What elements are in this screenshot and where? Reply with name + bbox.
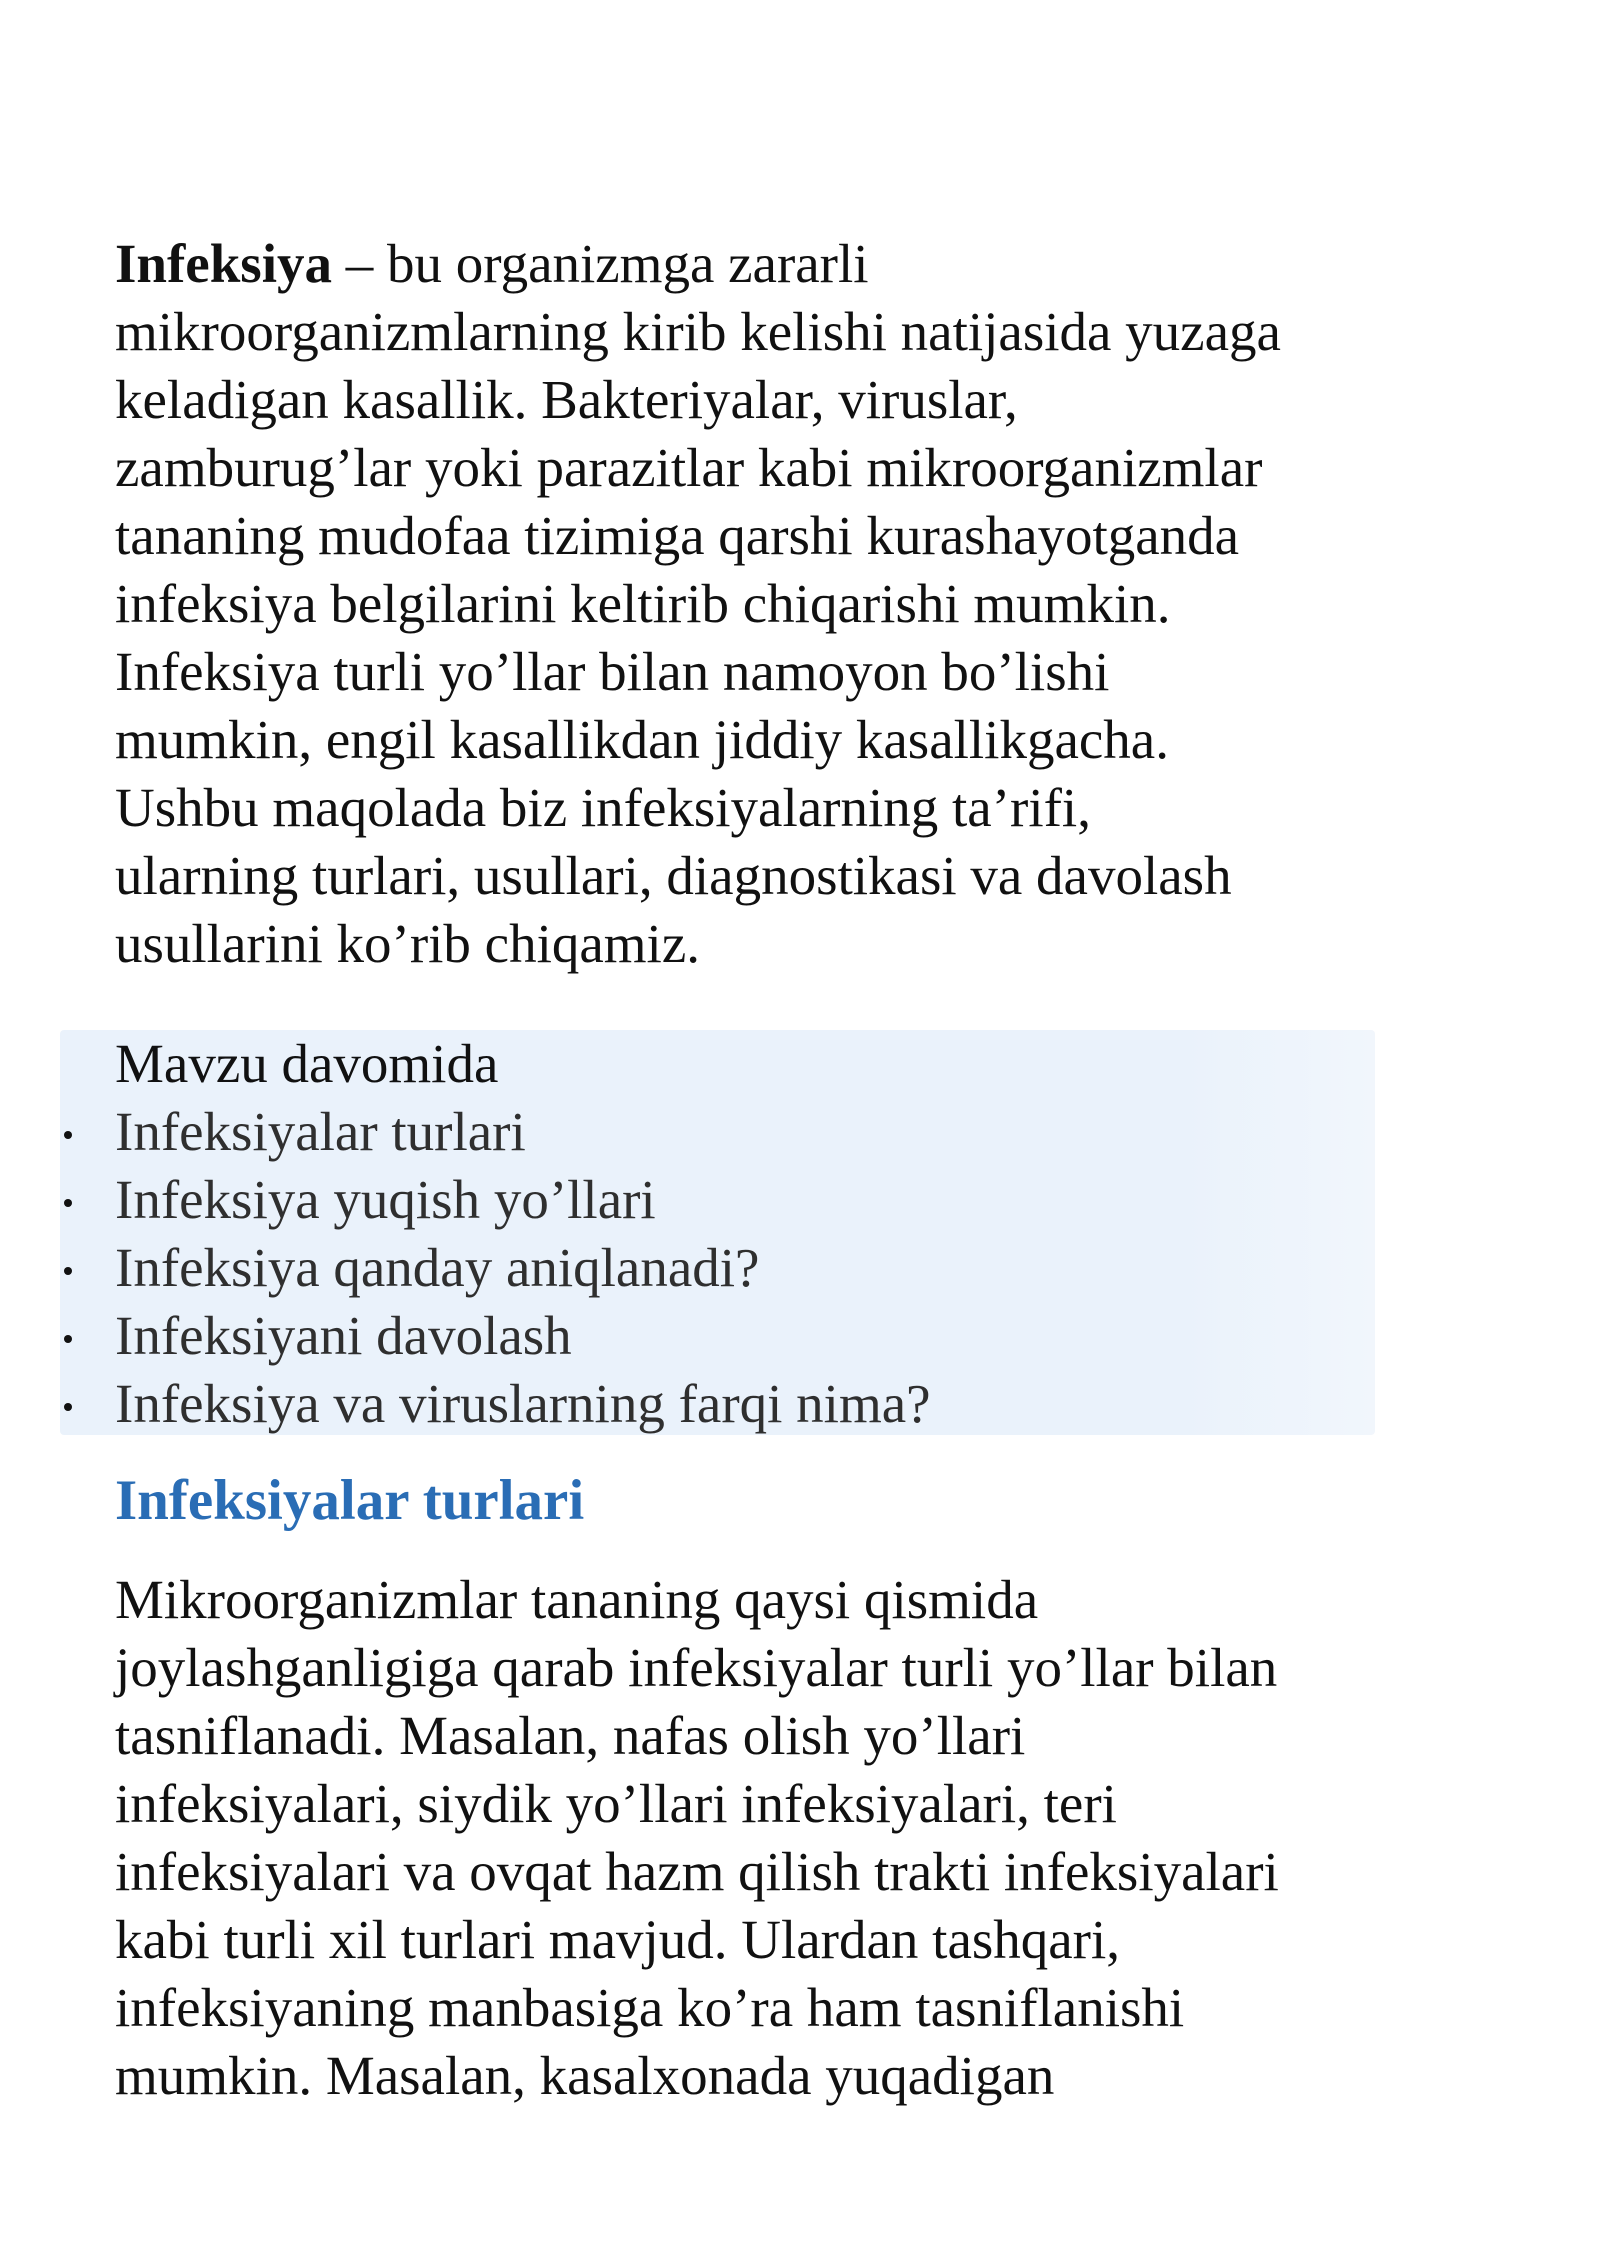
intro-line: infeksiya belgilarini keltirib chiqarishi mumkin. (115, 573, 1171, 634)
intro-line: tananing mudofaa tizimiga qarshi kurashayotganda (115, 505, 1240, 566)
intro-line: mumkin, engil kasallikdan jiddiy kasallikgacha. (115, 709, 1169, 770)
toc-item-aniqlanadi[interactable] (0, 1234, 1400, 1302)
bullet-icon (64, 1335, 72, 1343)
toc-item-label: Infeksiyani davolash (115, 1305, 572, 1366)
toc-item-label: Infeksiyalar turlari (115, 1101, 526, 1162)
toc-item-label: Infeksiya yuqish yo’llari (115, 1169, 656, 1230)
toc-title: Mavzu davomida (115, 1033, 499, 1094)
intro-line: zamburug’lar yoki parazitlar kabi mikroorganizmlar (115, 437, 1263, 498)
intro-line: keladigan kasallik. Bakteriyalar, viruslar, (115, 369, 1018, 430)
table-of-contents (0, 1098, 1400, 1438)
section-line: infeksiyaning manbasiga ko’ra ham tasniflanishi (115, 1977, 1185, 2038)
bullet-icon (64, 1403, 72, 1411)
toc-item-davolash[interactable] (0, 1302, 1400, 1370)
intro-line: ularning turlari, usullari, diagnostikasi va davolash (115, 845, 1232, 906)
section-line: joylashganligiga qarab infeksiyalar turli yo’llar bilan (115, 1637, 1278, 1698)
section-paragraph (115, 1566, 1375, 2110)
intro-line: mikroorganizmlarning kirib kelishi natijasida yuzaga (115, 301, 1281, 362)
toc-item-infeksiyalar-turlari[interactable] (0, 1098, 1400, 1166)
toc-item-farqi[interactable] (0, 1370, 1400, 1438)
bullet-icon (64, 1131, 72, 1139)
section-line: Mikroorganizmlar tananing qaysi qismida (115, 1569, 1039, 1630)
section-line: infeksiyalari va ovqat hazm qilish trakti infeksiyalari (115, 1841, 1279, 1902)
section-line: tasniflanadi. Masalan, nafas olish yo’llari (115, 1705, 1026, 1766)
intro-line-rest: – bu organizmga zararli (332, 233, 869, 294)
section-line: kabi turli xil turlari mavjud. Ulardan tashqari, (115, 1909, 1121, 1970)
intro-paragraph (115, 230, 1375, 978)
toc-item-label: Infeksiya qanday aniqlanadi? (115, 1237, 760, 1298)
toc-item-yuqish-yollari[interactable] (0, 1166, 1400, 1234)
intro-term: Infeksiya (115, 233, 332, 294)
toc-item-label: Infeksiya va viruslarning farqi nima? (115, 1373, 931, 1434)
section-line: infeksiyalari, siydik yo’llari infeksiyalari, teri (115, 1773, 1117, 1834)
bullet-icon (64, 1267, 72, 1275)
section-line: mumkin. Masalan, kasalxonada yuqadigan (115, 2045, 1055, 2106)
intro-line: Infeksiya turli yo’llar bilan namoyon bo’lishi (115, 641, 1110, 702)
intro-line: usullarini ko’rib chiqamiz. (115, 913, 700, 974)
intro-line (115, 230, 1375, 298)
intro-line: Ushbu maqolada biz infeksiyalarning ta’rifi, (115, 777, 1091, 838)
bullet-icon (64, 1199, 72, 1207)
section-heading: Infeksiyalar turlari (115, 1469, 585, 1532)
